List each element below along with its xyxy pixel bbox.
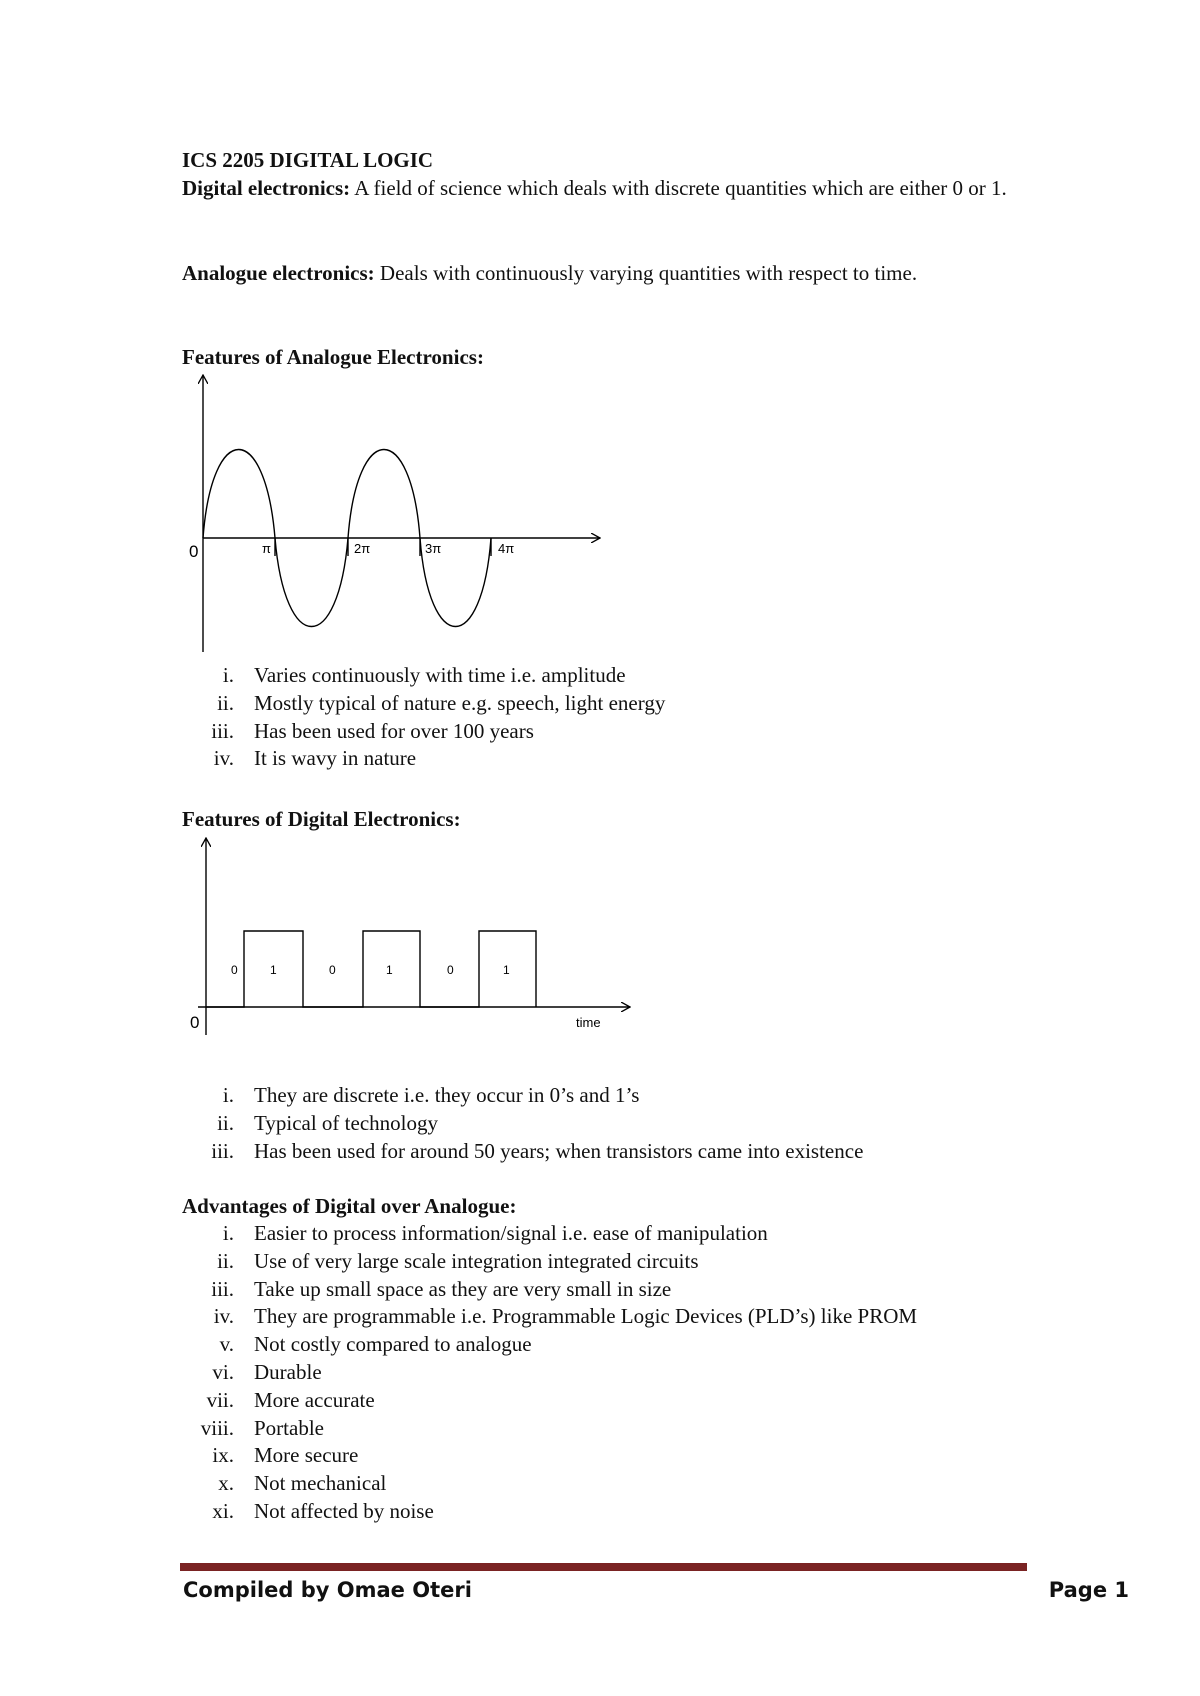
footer-author: Compiled by Omae Oteri bbox=[183, 1578, 472, 1602]
list-item bbox=[182, 1110, 1025, 1138]
list-item-number: i. bbox=[222, 1083, 234, 1107]
analogue-features-heading: Features of Analogue Electronics: bbox=[182, 345, 484, 369]
list-item-text: Has been used for over 100 years bbox=[254, 718, 534, 743]
list-item-number: ii. bbox=[217, 690, 234, 715]
advantages-list bbox=[182, 1220, 1025, 1526]
list-item bbox=[182, 1082, 1025, 1110]
list-item-number: viii. bbox=[200, 1415, 234, 1440]
list-item-number: x. bbox=[218, 1471, 234, 1496]
definition-text: Deals with continuously varying quantities with respect to time. bbox=[374, 261, 918, 285]
list-item bbox=[182, 1470, 1025, 1498]
square-wave bbox=[206, 931, 536, 1007]
bit-label: 1 bbox=[386, 963, 393, 977]
list-item bbox=[182, 1248, 1025, 1276]
list-item bbox=[182, 1276, 1025, 1304]
definition-text: A field of science which deals with discrete quantities which are either 0 or 1. bbox=[350, 176, 1007, 200]
bit-label: 1 bbox=[270, 963, 277, 977]
list-item-text: It is wavy in nature bbox=[254, 746, 417, 771]
list-item-text: More accurate bbox=[254, 1387, 375, 1412]
list-item-text: More secure bbox=[254, 1443, 359, 1468]
list-item-number: v. bbox=[219, 1332, 234, 1357]
tick-label-3pi: 3π bbox=[425, 541, 442, 556]
list-item-number: i. bbox=[222, 1221, 234, 1245]
digital-features-heading: Features of Digital Electronics: bbox=[182, 807, 461, 831]
tick-label-pi: π bbox=[262, 541, 271, 556]
list-item-number: vi. bbox=[212, 1359, 234, 1384]
tick-label-4pi: 4π bbox=[498, 541, 515, 556]
list-item-number: ii. bbox=[217, 1248, 234, 1273]
list-item-text: Durable bbox=[254, 1359, 322, 1384]
bit-label: 0 bbox=[329, 963, 336, 977]
list-item bbox=[182, 1303, 1025, 1331]
list-item bbox=[182, 1220, 1025, 1248]
list-item-number: ix. bbox=[212, 1443, 234, 1468]
list-item-text: They are programmable i.e. Programmable Logic Devices (PLD’s) like PROM bbox=[254, 1304, 918, 1329]
document-title: ICS 2205 DIGITAL LOGIC bbox=[182, 148, 434, 172]
bit-label: 0 bbox=[231, 963, 238, 977]
list-item-text: Easier to process information/signal i.e. ease of manipulation bbox=[254, 1221, 768, 1245]
digital-features-list bbox=[182, 1082, 1025, 1165]
list-item-number: vii. bbox=[206, 1387, 234, 1412]
list-item-number: iv. bbox=[213, 1304, 234, 1329]
list-item-text: They are discrete i.e. they occur in 0’s and 1’s bbox=[254, 1083, 640, 1107]
list-item-text: Use of very large scale integration integrated circuits bbox=[254, 1248, 699, 1273]
list-item bbox=[182, 1442, 1025, 1470]
origin-label: 0 bbox=[189, 542, 199, 561]
list-item bbox=[182, 1138, 1025, 1166]
bit-label: 0 bbox=[447, 963, 454, 977]
list-item bbox=[182, 1498, 1025, 1526]
list-item-text: Typical of technology bbox=[254, 1110, 438, 1135]
list-item bbox=[182, 1331, 1025, 1359]
list-item-text: Not costly compared to analogue bbox=[254, 1332, 532, 1357]
footer-page-number: Page 1 bbox=[1048, 1578, 1129, 1602]
list-item bbox=[182, 1387, 1025, 1415]
list-item-number: iii. bbox=[211, 718, 234, 743]
list-item-text: Not affected by noise bbox=[254, 1498, 434, 1523]
list-item-number: iii. bbox=[211, 1276, 234, 1301]
advantages-heading: Advantages of Digital over Analogue: bbox=[182, 1194, 517, 1218]
list-item-number: ii. bbox=[217, 1110, 234, 1135]
list-item-text: Take up small space as they are very small in size bbox=[254, 1276, 672, 1301]
definition-term: Analogue electronics: bbox=[182, 261, 375, 285]
list-item-text: Varies continuously with time i.e. amplitude bbox=[254, 663, 626, 687]
list-item-text: Portable bbox=[254, 1415, 324, 1440]
origin-label: 0 bbox=[190, 1013, 200, 1032]
bit-label: 1 bbox=[503, 963, 510, 977]
list-item-text: Mostly typical of nature e.g. speech, light energy bbox=[254, 690, 666, 715]
footer-divider bbox=[180, 1563, 1027, 1571]
list-item-number: i. bbox=[222, 663, 234, 687]
list-item-number: iv. bbox=[213, 746, 234, 771]
x-axis-label: time bbox=[576, 1015, 601, 1030]
list-item bbox=[182, 1359, 1025, 1387]
list-item-number: iii. bbox=[211, 1138, 234, 1163]
list-item bbox=[182, 1415, 1025, 1443]
list-item-text: Not mechanical bbox=[254, 1471, 387, 1496]
tick-label-2pi: 2π bbox=[354, 541, 371, 556]
definition-term: Digital electronics: bbox=[182, 176, 351, 200]
list-item-text: Has been used for around 50 years; when transistors came into existence bbox=[254, 1138, 864, 1163]
list-item-number: xi. bbox=[212, 1498, 234, 1523]
